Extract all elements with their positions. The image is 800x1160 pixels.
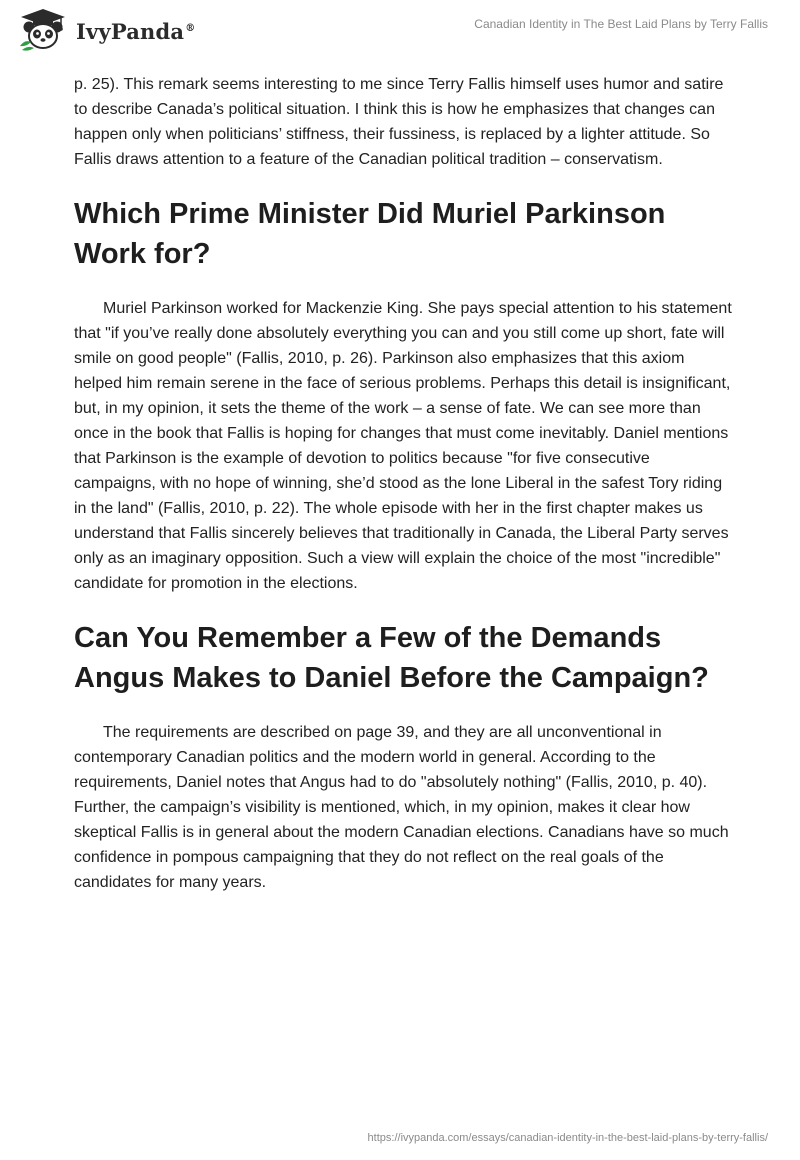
page-header	[0, 0, 800, 60]
section-heading: Can You Remember a Few of the Demands Angus Makes to Daniel Before the Campaign?	[74, 622, 709, 694]
brand-name-text: IvyPanda	[76, 18, 185, 44]
panda-graduate-logo-icon	[16, 6, 70, 52]
section-paragraph: The requirements are described on page 39, and they are all unconventional in contemporary Canadian politics and the modern world in general. According to the requirements, Daniel notes that Angus had to do "absolutely nothing" (Fallis, 2010, p. 40). Further, the campaign’s visibility is mentioned, which, in my opinion, makes it clear how skeptical Fallis is in general about the modern Canadian elections. Canadians have so much confidence in pompous campaigning that they do not reflect on the real goals of the candidates for many years.	[74, 724, 729, 891]
article-body	[74, 72, 734, 895]
section-paragraph: Muriel Parkinson worked for Mackenzie King. She pays special attention to his statement that "if you’ve really done absolutely everything you can and you still come up short, fate will smile on good people" (Fallis, 2010, p. 26). Parkinson also emphasizes that this axiom helped him remain serene in the face of serious problems. Perhaps this detail is insignificant, but, in my opinion, it sets the theme of the work – a sense of fate. We can see more than once in the book that Fallis is hoping for changes that must come inevitably. Daniel mentions that Parkinson is the example of devotion to politics because "for five consecutive campaigns, with no hope of winning, she’d stood as the lone Liberal in the safest Tory riding in the land" (Fallis, 2010, p. 22). The whole episode with her in the first chapter makes us understand that Fallis sincerely believes that traditionally in Canada, the Liberal Party serves only as an imaginary opposition. Such a view will explain the choice of the most "incredible" candidate for promotion in the elections.	[74, 300, 732, 592]
ivypanda-logo[interactable]	[16, 6, 195, 52]
document-title: Canadian Identity in The Best Laid Plans by Terry Fallis	[474, 17, 768, 31]
intro-paragraph: p. 25). This remark seems interesting to me since Terry Fallis himself uses humor and satire to describe Canada’s political situation. I think this is how he emphasizes that changes can happen only when politicians’ stiffness, their fussiness, is replaced by a lighter attitude. So Fallis draws attention to a feature of the Canadian political tradition – conservatism.	[74, 76, 724, 168]
section-heading: Which Prime Minister Did Muriel Parkinson Work for?	[74, 198, 666, 270]
registered-mark: ®	[185, 22, 196, 34]
source-url[interactable]: https://ivypanda.com/essays/canadian-identity-in-the-best-laid-plans-by-terry-fallis/	[367, 1132, 768, 1144]
brand-name	[76, 19, 195, 44]
